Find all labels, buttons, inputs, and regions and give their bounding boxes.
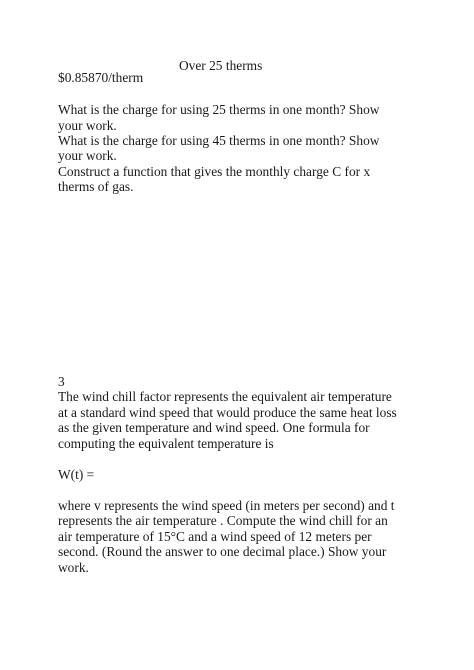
question-a-line-1: What is the charge for using 25 therms in one month? Show bbox=[58, 102, 380, 117]
intro-line-4: computing the equivalent temperature is bbox=[58, 436, 274, 451]
intro-line-1: The wind chill factor represents the equivalent air temperature bbox=[58, 389, 392, 404]
problem-number: 3 bbox=[58, 374, 65, 389]
question-b-line-2: your work. bbox=[58, 148, 117, 163]
body-line-1: where v represents the wind speed (in meters per second) and t bbox=[58, 498, 395, 513]
table-header-cell: Over 25 therms bbox=[179, 58, 263, 73]
question-c-line-2: therms of gas. bbox=[58, 179, 134, 194]
question-a-line-2: your work. bbox=[58, 118, 117, 133]
intro-line-2: at a standard wind speed that would produce the same heat loss bbox=[58, 405, 397, 420]
body-line-4: second. (Round the answer to one decimal place.) Show your bbox=[58, 544, 387, 559]
body-line-5: work. bbox=[58, 560, 89, 575]
body-line-2: represents the air temperature . Compute the wind chill for an bbox=[58, 513, 388, 528]
intro-line-3: as the given temperature and wind speed. One formula for bbox=[58, 420, 370, 435]
rate-cell: $0.85870/therm bbox=[58, 70, 144, 85]
wind-chill-formula: W(t) = bbox=[58, 467, 95, 482]
question-c-line-1: Construct a function that gives the monthly charge C for x bbox=[58, 164, 371, 179]
body-line-3: air temperature of 15°C and a wind speed of 12 meters per bbox=[58, 529, 372, 544]
question-b-line-1: What is the charge for using 45 therms in one month? Show bbox=[58, 133, 380, 148]
